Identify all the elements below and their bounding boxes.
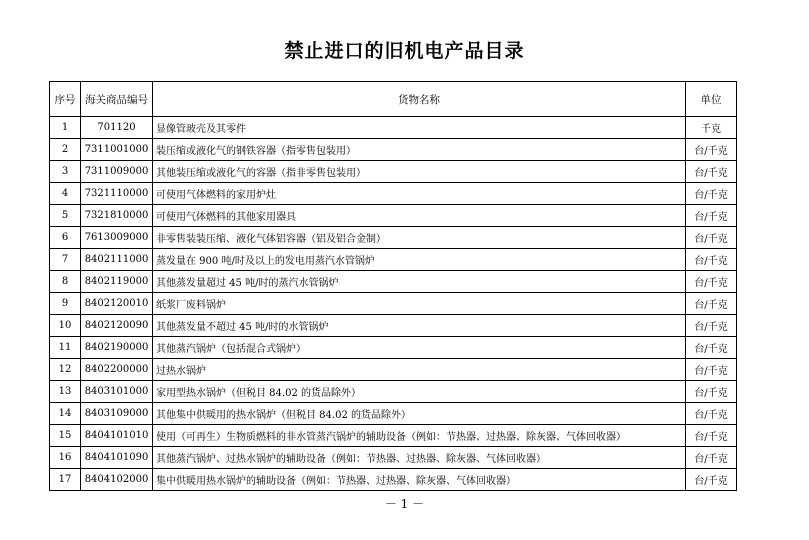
hs-code: 8403101000 <box>81 381 153 403</box>
table-row <box>50 139 737 161</box>
unit: 台/千克 <box>686 359 737 381</box>
unit: 台/千克 <box>686 139 737 161</box>
header-unit: 单位 <box>686 82 737 117</box>
table-row <box>50 227 737 249</box>
row-index: 10 <box>50 315 81 337</box>
goods-name: 其他蒸发量超过 45 吨/时的蒸汽水管锅炉 <box>153 271 686 293</box>
hs-code: 8404101010 <box>81 425 153 447</box>
table-row <box>50 359 737 381</box>
hs-code: 701120 <box>81 117 153 139</box>
hs-code: 8402120090 <box>81 315 153 337</box>
goods-name: 纸浆厂废料锅炉 <box>153 293 686 315</box>
goods-name: 过热水锅炉 <box>153 359 686 381</box>
table-row <box>50 161 737 183</box>
goods-name: 使用（可再生）生物质燃料的非水管蒸汽锅炉的辅助设备（例如：节热器、过热器、除灰器、气体回收器） <box>153 425 686 447</box>
table-row <box>50 403 737 425</box>
table-row <box>50 381 737 403</box>
table-row <box>50 447 737 469</box>
table-row <box>50 271 737 293</box>
row-index: 16 <box>50 447 81 469</box>
goods-name: 其他装压缩或液化气的容器（指非零售包装用） <box>153 161 686 183</box>
hs-code: 8402111000 <box>81 249 153 271</box>
unit: 台/千克 <box>686 249 737 271</box>
table-row <box>50 249 737 271</box>
table-row <box>50 337 737 359</box>
unit: 台/千克 <box>686 469 737 491</box>
header-goods-name: 货物名称 <box>153 82 686 117</box>
goods-name: 非零售装装压缩、液化气体铝容器（铝及铝合金制） <box>153 227 686 249</box>
row-index: 5 <box>50 205 81 227</box>
hs-code: 7311001000 <box>81 139 153 161</box>
row-index: 1 <box>50 117 81 139</box>
row-index: 13 <box>50 381 81 403</box>
goods-name: 其他蒸发量不超过 45 吨/时的水管锅炉 <box>153 315 686 337</box>
hs-code: 8404102000 <box>81 469 153 491</box>
row-index: 17 <box>50 469 81 491</box>
hs-code: 8404101090 <box>81 447 153 469</box>
goods-name: 其他蒸汽锅炉、过热水锅炉的辅助设备（例如：节热器、过热器、除灰器、气体回收器） <box>153 447 686 469</box>
unit: 台/千克 <box>686 161 737 183</box>
header-hs-code: 海关商品编号 <box>81 82 153 117</box>
hs-code: 7321810000 <box>81 205 153 227</box>
table-row <box>50 469 737 491</box>
unit: 台/千克 <box>686 227 737 249</box>
table-row <box>50 315 737 337</box>
hs-code: 8402200000 <box>81 359 153 381</box>
row-index: 6 <box>50 227 81 249</box>
unit: 台/千克 <box>686 381 737 403</box>
row-index: 2 <box>50 139 81 161</box>
hs-code: 8402119000 <box>81 271 153 293</box>
page-number: － 1 － <box>384 497 425 511</box>
header-index: 序号 <box>50 82 81 117</box>
product-table <box>49 81 737 491</box>
goods-name: 可使用气体燃料的家用炉灶 <box>153 183 686 205</box>
goods-name: 蒸发量在 900 吨/时及以上的发电用蒸汽水管锅炉 <box>153 249 686 271</box>
table-header-row <box>50 82 737 117</box>
table-row <box>50 205 737 227</box>
goods-name: 家用型热水锅炉（但税目 84.02 的货品除外） <box>153 381 686 403</box>
hs-code: 7311009000 <box>81 161 153 183</box>
row-index: 11 <box>50 337 81 359</box>
row-index: 4 <box>50 183 81 205</box>
unit: 台/千克 <box>686 293 737 315</box>
row-index: 3 <box>50 161 81 183</box>
table-row <box>50 183 737 205</box>
unit: 台/千克 <box>686 271 737 293</box>
document-title: 禁止进口的旧机电产品目录 <box>284 40 525 62</box>
goods-name: 集中供暖用热水锅炉的辅助设备（例如：节热器、过热器、除灰器、气体回收器） <box>153 469 686 491</box>
unit: 台/千克 <box>686 403 737 425</box>
goods-name: 可使用气体燃料的其他家用器具 <box>153 205 686 227</box>
hs-code: 8402120010 <box>81 293 153 315</box>
hs-code: 8402190000 <box>81 337 153 359</box>
goods-name: 其他蒸汽锅炉（包括混合式锅炉） <box>153 337 686 359</box>
hs-code: 7321110000 <box>81 183 153 205</box>
hs-code: 7613009000 <box>81 227 153 249</box>
goods-name: 其他集中供暖用的热水锅炉（但税目 84.02 的货品除外） <box>153 403 686 425</box>
unit: 台/千克 <box>686 425 737 447</box>
row-index: 9 <box>50 293 81 315</box>
unit: 千克 <box>686 117 737 139</box>
hs-code: 8403109000 <box>81 403 153 425</box>
goods-name: 装压缩或液化气的钢铁容器（指零售包装用） <box>153 139 686 161</box>
table-row <box>50 293 737 315</box>
table-row <box>50 425 737 447</box>
unit: 台/千克 <box>686 205 737 227</box>
row-index: 12 <box>50 359 81 381</box>
unit: 台/千克 <box>686 337 737 359</box>
table-row <box>50 117 737 139</box>
row-index: 14 <box>50 403 81 425</box>
row-index: 8 <box>50 271 81 293</box>
row-index: 7 <box>50 249 81 271</box>
table-body <box>50 117 737 491</box>
goods-name: 显像管玻壳及其零件 <box>153 117 686 139</box>
row-index: 15 <box>50 425 81 447</box>
unit: 台/千克 <box>686 183 737 205</box>
unit: 台/千克 <box>686 447 737 469</box>
unit: 台/千克 <box>686 315 737 337</box>
